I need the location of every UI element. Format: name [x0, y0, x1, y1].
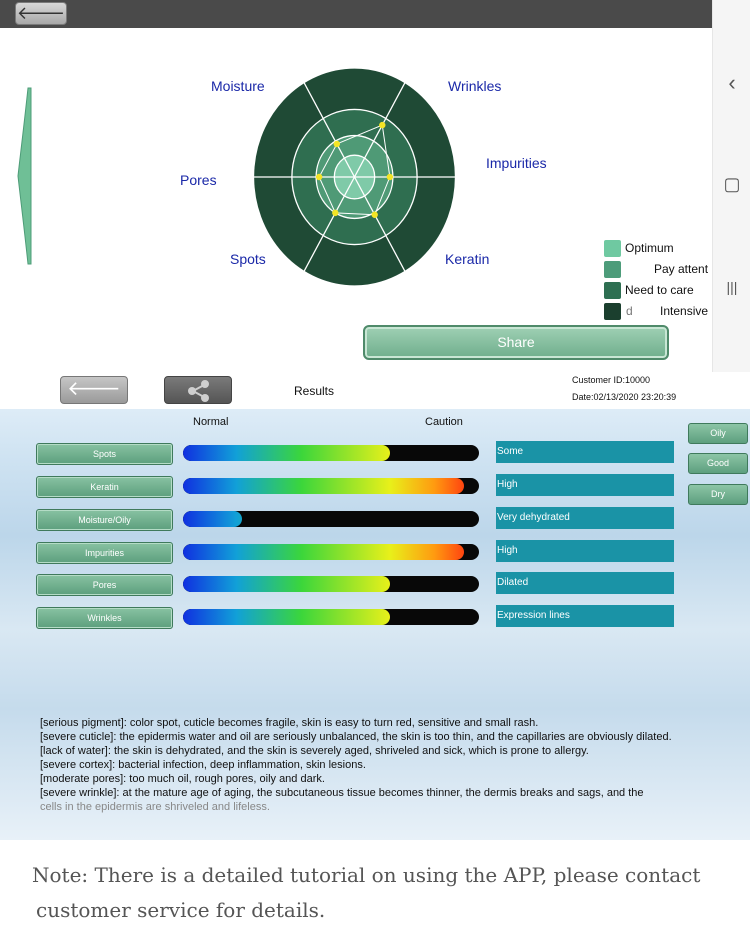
- metric-name-button[interactable]: Pores: [36, 574, 173, 596]
- analysis-descriptions: [40, 716, 720, 814]
- android-nav-bar: [712, 0, 750, 372]
- skin-radar-chart: [252, 66, 457, 288]
- metric-level-bar: [183, 576, 479, 592]
- skin-type-dry-button[interactable]: Dry: [688, 484, 748, 505]
- legend-swatch: [604, 240, 621, 257]
- scale-caution-label: Caution: [425, 416, 463, 428]
- scale-normal-label: Normal: [193, 416, 229, 428]
- metric-level-bar: [183, 478, 479, 494]
- results-title: Results: [294, 384, 335, 398]
- description-line: [lack of water]: the skin is dehydrated, and the skin is severely aged, shriveled and sick, which is prone to allergy.: [40, 745, 589, 757]
- result-date: Date:02/13/2020 23:20:39: [572, 392, 677, 402]
- previous-page-arrow[interactable]: [16, 86, 34, 266]
- radar-point: [316, 174, 322, 180]
- metric-row-wrinkles: [0, 607, 750, 631]
- metric-status: Very dehydrated: [496, 507, 674, 529]
- metric-row-spots: [0, 443, 750, 467]
- description-line: [severe cuticle]: the epidermis water and oil are seriously unbalanced, the skin is too thin, and the capillaries are obviously dilated.: [40, 731, 672, 743]
- radar-label-spots: Spots: [230, 251, 266, 267]
- description-line: [severe wrinkle]: at the mature age of aging, the subcutaneous tissue becomes thinner, the dermis breaks and sags, and the: [40, 787, 644, 799]
- metric-status: Some: [496, 441, 674, 463]
- metric-level-bar: [183, 445, 479, 461]
- share-button[interactable]: Share: [363, 325, 669, 360]
- metric-status: Expression lines: [496, 605, 674, 627]
- metric-level-fill: [183, 445, 390, 461]
- legend-item-intensive: [604, 303, 712, 324]
- metric-status: Dilated: [496, 572, 674, 594]
- legend-swatch: [604, 282, 621, 299]
- results-screen: [0, 372, 750, 840]
- metric-level-fill: [183, 609, 390, 625]
- metric-name-button[interactable]: Wrinkles: [36, 607, 173, 629]
- radar-label-pores: Pores: [180, 172, 217, 188]
- metric-status: High: [496, 474, 674, 496]
- metric-status: High: [496, 540, 674, 562]
- radar-legend: [604, 240, 712, 324]
- customer-id: Customer ID:10000: [572, 375, 651, 385]
- share-icon: [165, 377, 233, 405]
- description-line: [severe cortex]: bacterial infection, deep inflammation, skin lesions.: [40, 759, 366, 771]
- radar-label-moisture: Moisture: [211, 78, 265, 94]
- metric-name-button[interactable]: Spots: [36, 443, 173, 465]
- metric-name-button[interactable]: Keratin: [36, 476, 173, 498]
- radar-screen: [0, 0, 712, 372]
- radar-point: [387, 174, 393, 180]
- metric-name-button[interactable]: Moisture/Oily: [36, 509, 173, 531]
- radar-label-keratin: Keratin: [445, 251, 490, 267]
- nav-recents-icon[interactable]: |||: [726, 279, 738, 295]
- metric-level-fill: [183, 478, 464, 494]
- skin-type-good-button[interactable]: Good: [688, 453, 748, 474]
- description-line: [serious pigment]: color spot, cuticle becomes fragile, skin is easy to turn red, sensitive and small rash.: [40, 717, 539, 729]
- metric-level-fill: [183, 544, 464, 560]
- legend-label: Need to care: [625, 283, 694, 297]
- results-back-button[interactable]: [60, 376, 128, 404]
- legend-label: Intensive: [660, 304, 709, 318]
- nav-home-icon[interactable]: ▢: [723, 174, 741, 194]
- legend-item-pay-attention: [604, 261, 712, 282]
- metric-row-moisture-oily: [0, 509, 750, 533]
- radar-point: [372, 212, 378, 218]
- legend-label: Optimum: [625, 241, 674, 255]
- skin-type-oily-button[interactable]: Oily: [688, 423, 748, 444]
- tutorial-note: [32, 858, 732, 928]
- nav-back-icon[interactable]: ‹: [728, 70, 736, 95]
- back-button[interactable]: [15, 2, 67, 25]
- legend-prefix: d: [626, 304, 633, 318]
- metric-row-impurities: [0, 542, 750, 566]
- metric-level-bar: [183, 511, 479, 527]
- note-line: Note: There is a detailed tutorial on using the APP, please contact: [32, 863, 701, 887]
- legend-item-need-to-care: [604, 282, 712, 303]
- radar-point: [379, 122, 385, 128]
- results-header: [0, 372, 750, 409]
- legend-item-optimum: [604, 240, 712, 261]
- metric-level-bar: [183, 609, 479, 625]
- metric-level-bar: [183, 544, 479, 560]
- metric-row-keratin: [0, 476, 750, 500]
- radar-point: [334, 141, 340, 147]
- results-share-button[interactable]: [164, 376, 232, 404]
- metric-level-fill: [183, 511, 242, 527]
- radar-point: [332, 210, 338, 216]
- back-arrow-icon: 🡐: [16, 3, 66, 23]
- description-line: cells in the epidermis are shriveled and lifeless.: [40, 801, 270, 813]
- radar-label-wrinkles: Wrinkles: [448, 78, 502, 94]
- metric-row-pores: [0, 574, 750, 598]
- note-line: customer service for details.: [36, 898, 326, 922]
- legend-label: Pay attent: [654, 262, 709, 276]
- legend-swatch: [604, 303, 621, 320]
- back-arrow-icon: 🡐: [67, 378, 121, 400]
- metric-name-button[interactable]: Impurities: [36, 542, 173, 564]
- top-toolbar: [0, 0, 712, 28]
- legend-swatch: [604, 261, 621, 278]
- description-line: [moderate pores]: too much oil, rough pores, oily and dark.: [40, 773, 325, 785]
- radar-label-impurities: Impurities: [486, 155, 547, 171]
- metric-level-fill: [183, 576, 390, 592]
